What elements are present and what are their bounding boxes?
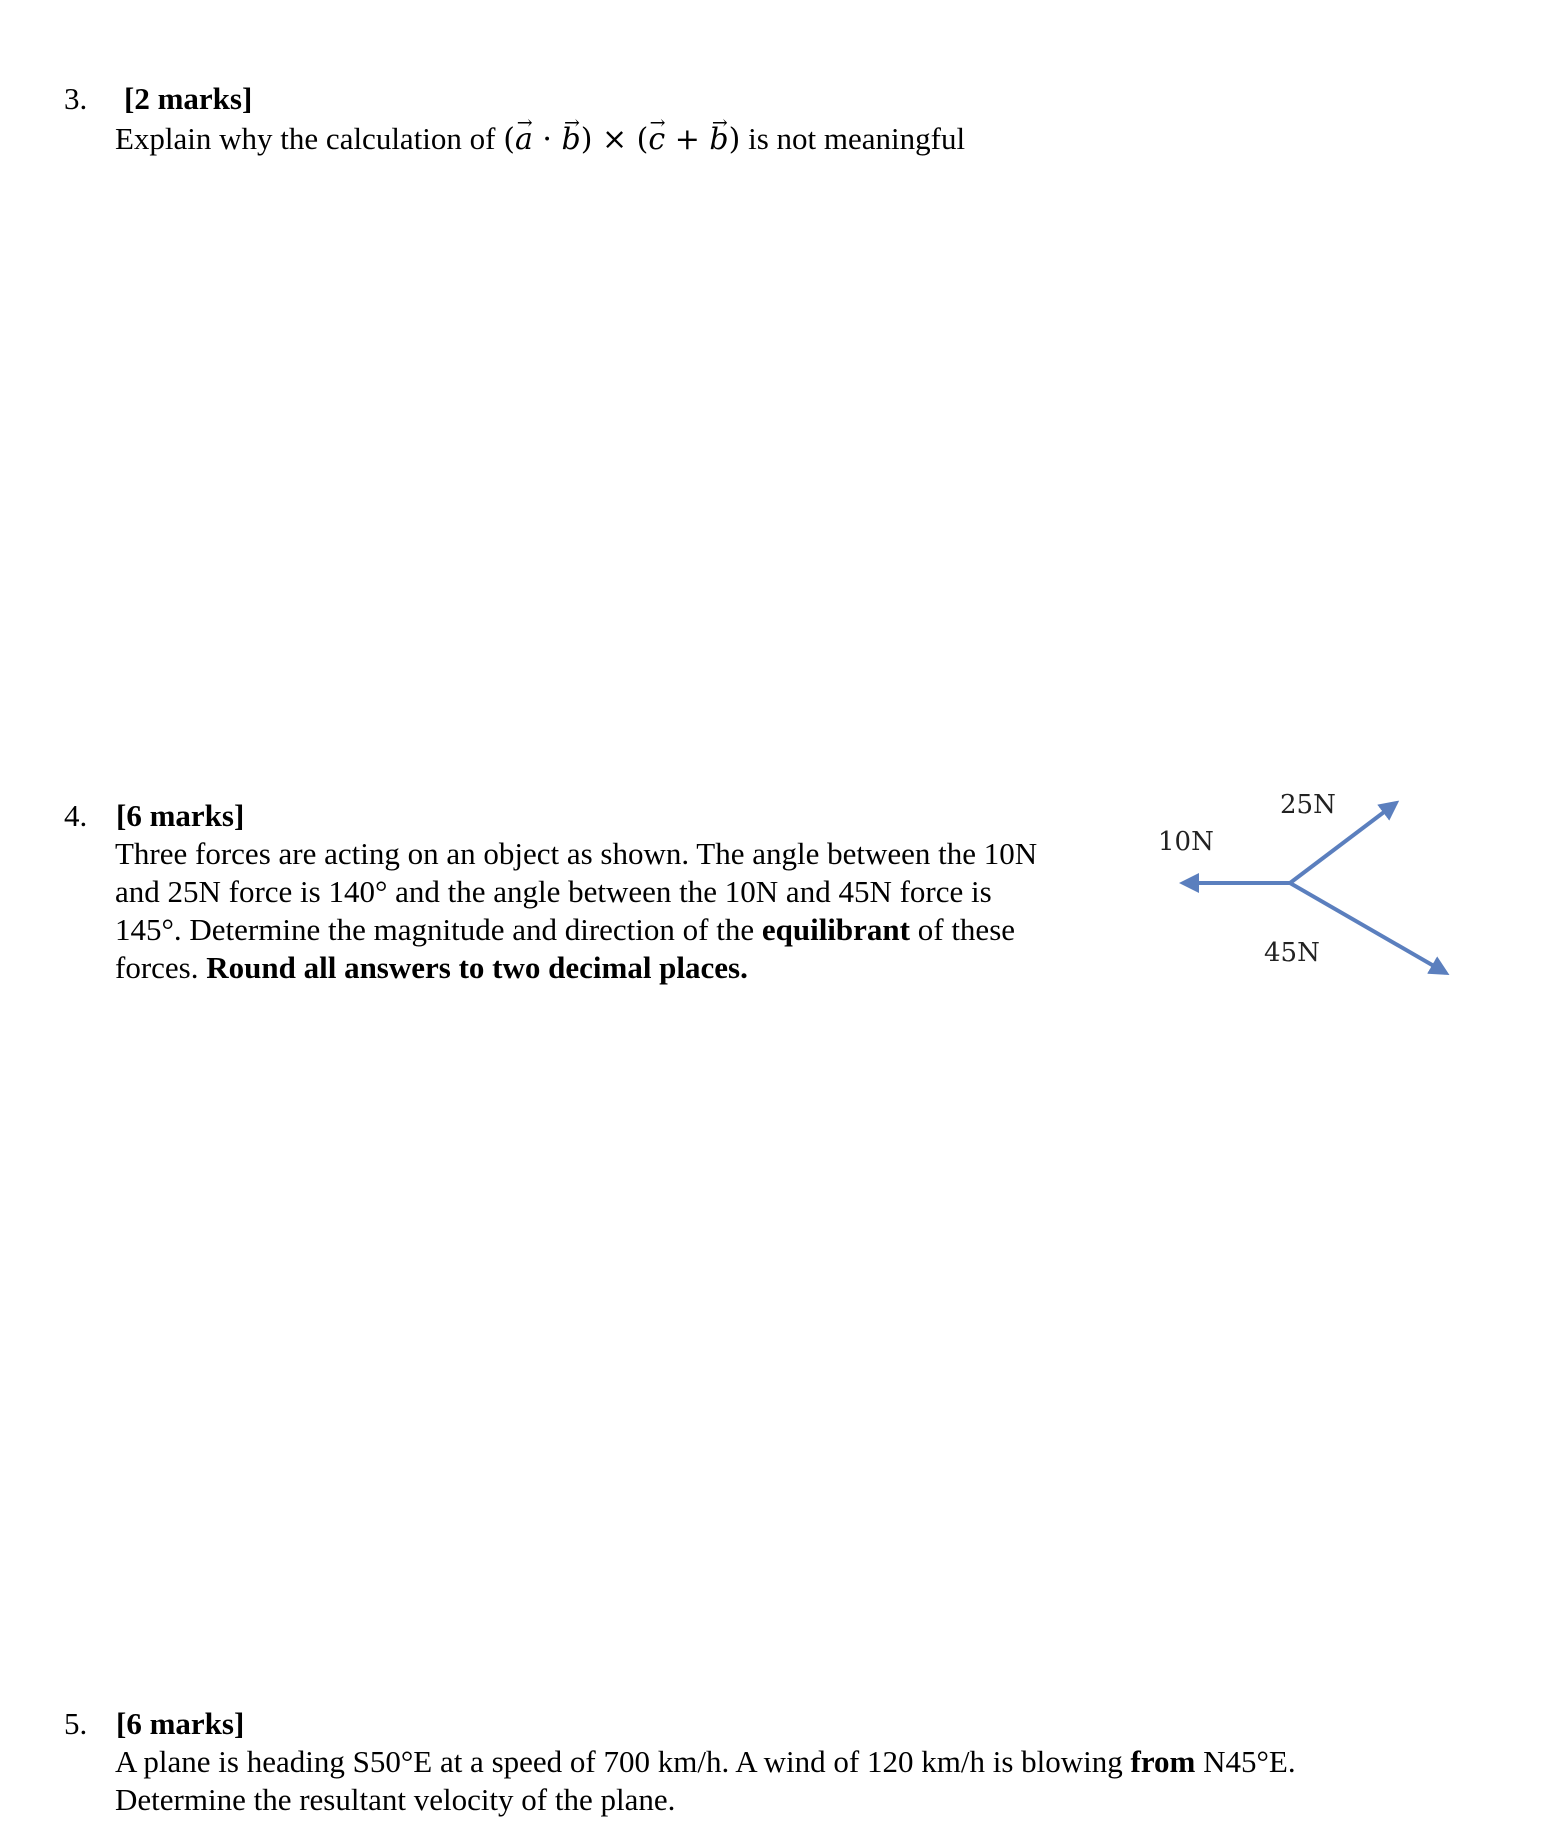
force-45-label: 45N — [1264, 938, 1320, 968]
vector-b: b → — [562, 121, 581, 159]
question-number: 4. — [64, 798, 88, 833]
force-25-label: 25N — [1280, 790, 1336, 820]
question-5 — [64, 1705, 1464, 1815]
question-text-line — [115, 949, 1037, 987]
question-number: 5. — [64, 1706, 88, 1741]
question-text-line — [115, 1743, 1296, 1781]
question-text-line — [115, 911, 1037, 949]
question-4 — [64, 797, 1144, 987]
question-text-line: Determine the resultant velocity of the plane. — [115, 1782, 676, 1817]
question-marks: [6 marks] — [116, 798, 245, 833]
question-text: A plane is heading S50°E at a speed of 700 km/h. A wind of 120 km/h is blowing — [115, 1744, 1123, 1779]
emphasis-equilibrant: equilibrant — [761, 912, 910, 947]
question-body — [115, 120, 965, 159]
question-body — [115, 835, 1037, 987]
force-diagram — [1140, 780, 1470, 1000]
question-marks: [6 marks] — [116, 1706, 245, 1741]
question-text: is not meaningful — [748, 121, 966, 156]
question-text-line — [115, 120, 965, 159]
emphasis-rounding: Round all answers to two decimal places. — [206, 950, 748, 985]
question-marks: [2 marks] — [124, 81, 253, 116]
question-text-line: and 25N force is 140° and the angle between the 10N and 45N force is — [115, 874, 992, 909]
cross-operator: × — [601, 122, 628, 157]
question-3 — [64, 80, 1164, 170]
question-text: N45°E. — [1203, 1744, 1296, 1779]
emphasis-from: from — [1130, 1744, 1196, 1779]
vector-a: a → — [515, 121, 533, 159]
question-body — [115, 1743, 1296, 1819]
vector-expression: (a → · b →) × (c → + b →) — [503, 122, 740, 157]
question-number: 3. — [64, 81, 88, 116]
vector-b: b → — [709, 121, 728, 159]
dot-operator: · — [542, 122, 552, 157]
question-text: of these — [917, 912, 1016, 947]
vector-c: c → — [648, 121, 665, 159]
force-10-label: 10N — [1158, 827, 1214, 857]
question-text: forces. — [115, 950, 199, 985]
question-text: Explain why the calculation of — [115, 121, 496, 156]
question-text: 145°. Determine the magnitude and direction of the — [115, 912, 755, 947]
question-text-line: Three forces are acting on an object as shown. The angle between the 10N — [115, 836, 1038, 871]
plus-operator: + — [674, 122, 700, 157]
